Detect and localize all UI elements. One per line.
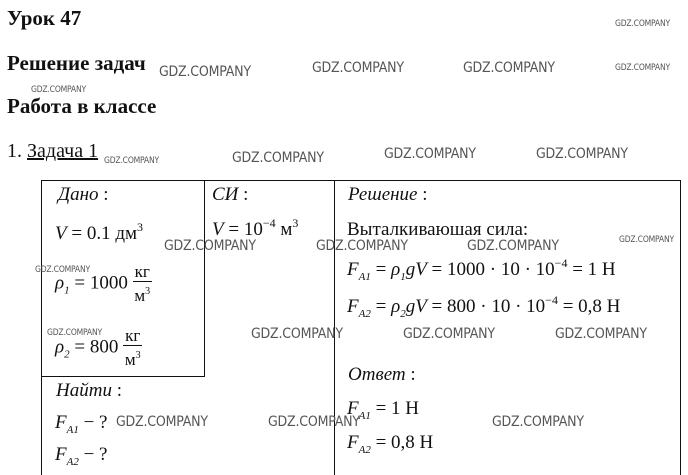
watermark: GDZ.COMPANY bbox=[384, 146, 476, 162]
task-label: Задача 1 bbox=[27, 140, 99, 162]
watermark: GDZ.COMPANY bbox=[403, 326, 495, 342]
table-left-border bbox=[41, 180, 42, 475]
solution-equation-2: $F_{A2} = \rho_2gV = 800 \cdot 10 \cdot 10^{-4} = 0,8$ Н bbox=[347, 293, 621, 320]
section-title: Решение задач bbox=[7, 51, 146, 75]
table-right-border bbox=[680, 180, 681, 475]
watermark: GDZ.COMPANY bbox=[492, 414, 584, 430]
table-top-border bbox=[41, 180, 681, 181]
given-density-2: $\rho_2 = 800$ $\frac{кг}{м^3}$ bbox=[55, 326, 141, 369]
watermark: GDZ.COMPANY bbox=[463, 60, 555, 76]
watermark: GDZ.COMPANY bbox=[251, 326, 343, 342]
density-2-unit: $\frac{кг}{м^3}$ bbox=[124, 326, 141, 369]
watermark: GDZ.COMPANY bbox=[35, 265, 90, 275]
si-header: СИ : bbox=[212, 184, 249, 205]
watermark: GDZ.COMPANY bbox=[312, 60, 404, 76]
subsection-title: Работа в классе bbox=[7, 94, 157, 118]
watermark: GDZ.COMPANY bbox=[467, 238, 559, 254]
solution-equation-1: $F_{A1} = \rho_1gV = 1000 \cdot 10 \cdot 10^{-4} = 1$ Н bbox=[347, 256, 616, 283]
table-divider-find bbox=[41, 376, 205, 377]
si-volume: $V = 10^{-4}$ $м^3$ bbox=[212, 216, 299, 240]
find-force-1: $F_{A1}$ − ? bbox=[55, 412, 108, 436]
watermark: GDZ.COMPANY bbox=[47, 328, 102, 338]
lesson-title: Урок 47 bbox=[7, 6, 82, 30]
watermark: GDZ.COMPANY bbox=[555, 326, 647, 342]
watermark: GDZ.COMPANY bbox=[536, 146, 628, 162]
find-force-2: $F_{A2}$ − ? bbox=[55, 444, 108, 468]
watermark: GDZ.COMPANY bbox=[615, 19, 670, 29]
watermark: GDZ.COMPANY bbox=[619, 235, 674, 245]
find-header: Найти : bbox=[56, 380, 122, 401]
answer-force-2: $F_{A2} = 0,8$ Н bbox=[347, 432, 434, 456]
solution-header: Решение : bbox=[348, 184, 428, 205]
task-number: 1. bbox=[7, 140, 22, 162]
given-header: Дано : bbox=[58, 184, 109, 205]
watermark: GDZ.COMPANY bbox=[116, 414, 208, 430]
watermark: GDZ.COMPANY bbox=[615, 63, 670, 73]
table-divider-given-si bbox=[204, 180, 205, 376]
answer-header: Ответ : bbox=[348, 364, 416, 385]
watermark: GDZ.COMPANY bbox=[104, 156, 159, 166]
density-1-unit: $\frac{кг}{м^3}$ bbox=[134, 262, 151, 305]
given-density-1: $\rho_1 = 1000$ $\frac{кг}{м^3}$ bbox=[55, 262, 151, 305]
watermark: GDZ.COMPANY bbox=[164, 238, 256, 254]
answer-force-1: $F_{A1} = 1$ Н bbox=[347, 398, 420, 422]
watermark: GDZ.COMPANY bbox=[159, 64, 251, 80]
watermark: GDZ.COMPANY bbox=[31, 85, 86, 95]
watermark: GDZ.COMPANY bbox=[232, 150, 324, 166]
task-heading bbox=[7, 140, 98, 163]
watermark: GDZ.COMPANY bbox=[268, 414, 360, 430]
watermark: GDZ.COMPANY bbox=[316, 238, 408, 254]
solution-intro: Выталкиваюшая сила: bbox=[347, 219, 529, 240]
given-volume: V = 0.1 $дм^3$ bbox=[55, 220, 144, 244]
